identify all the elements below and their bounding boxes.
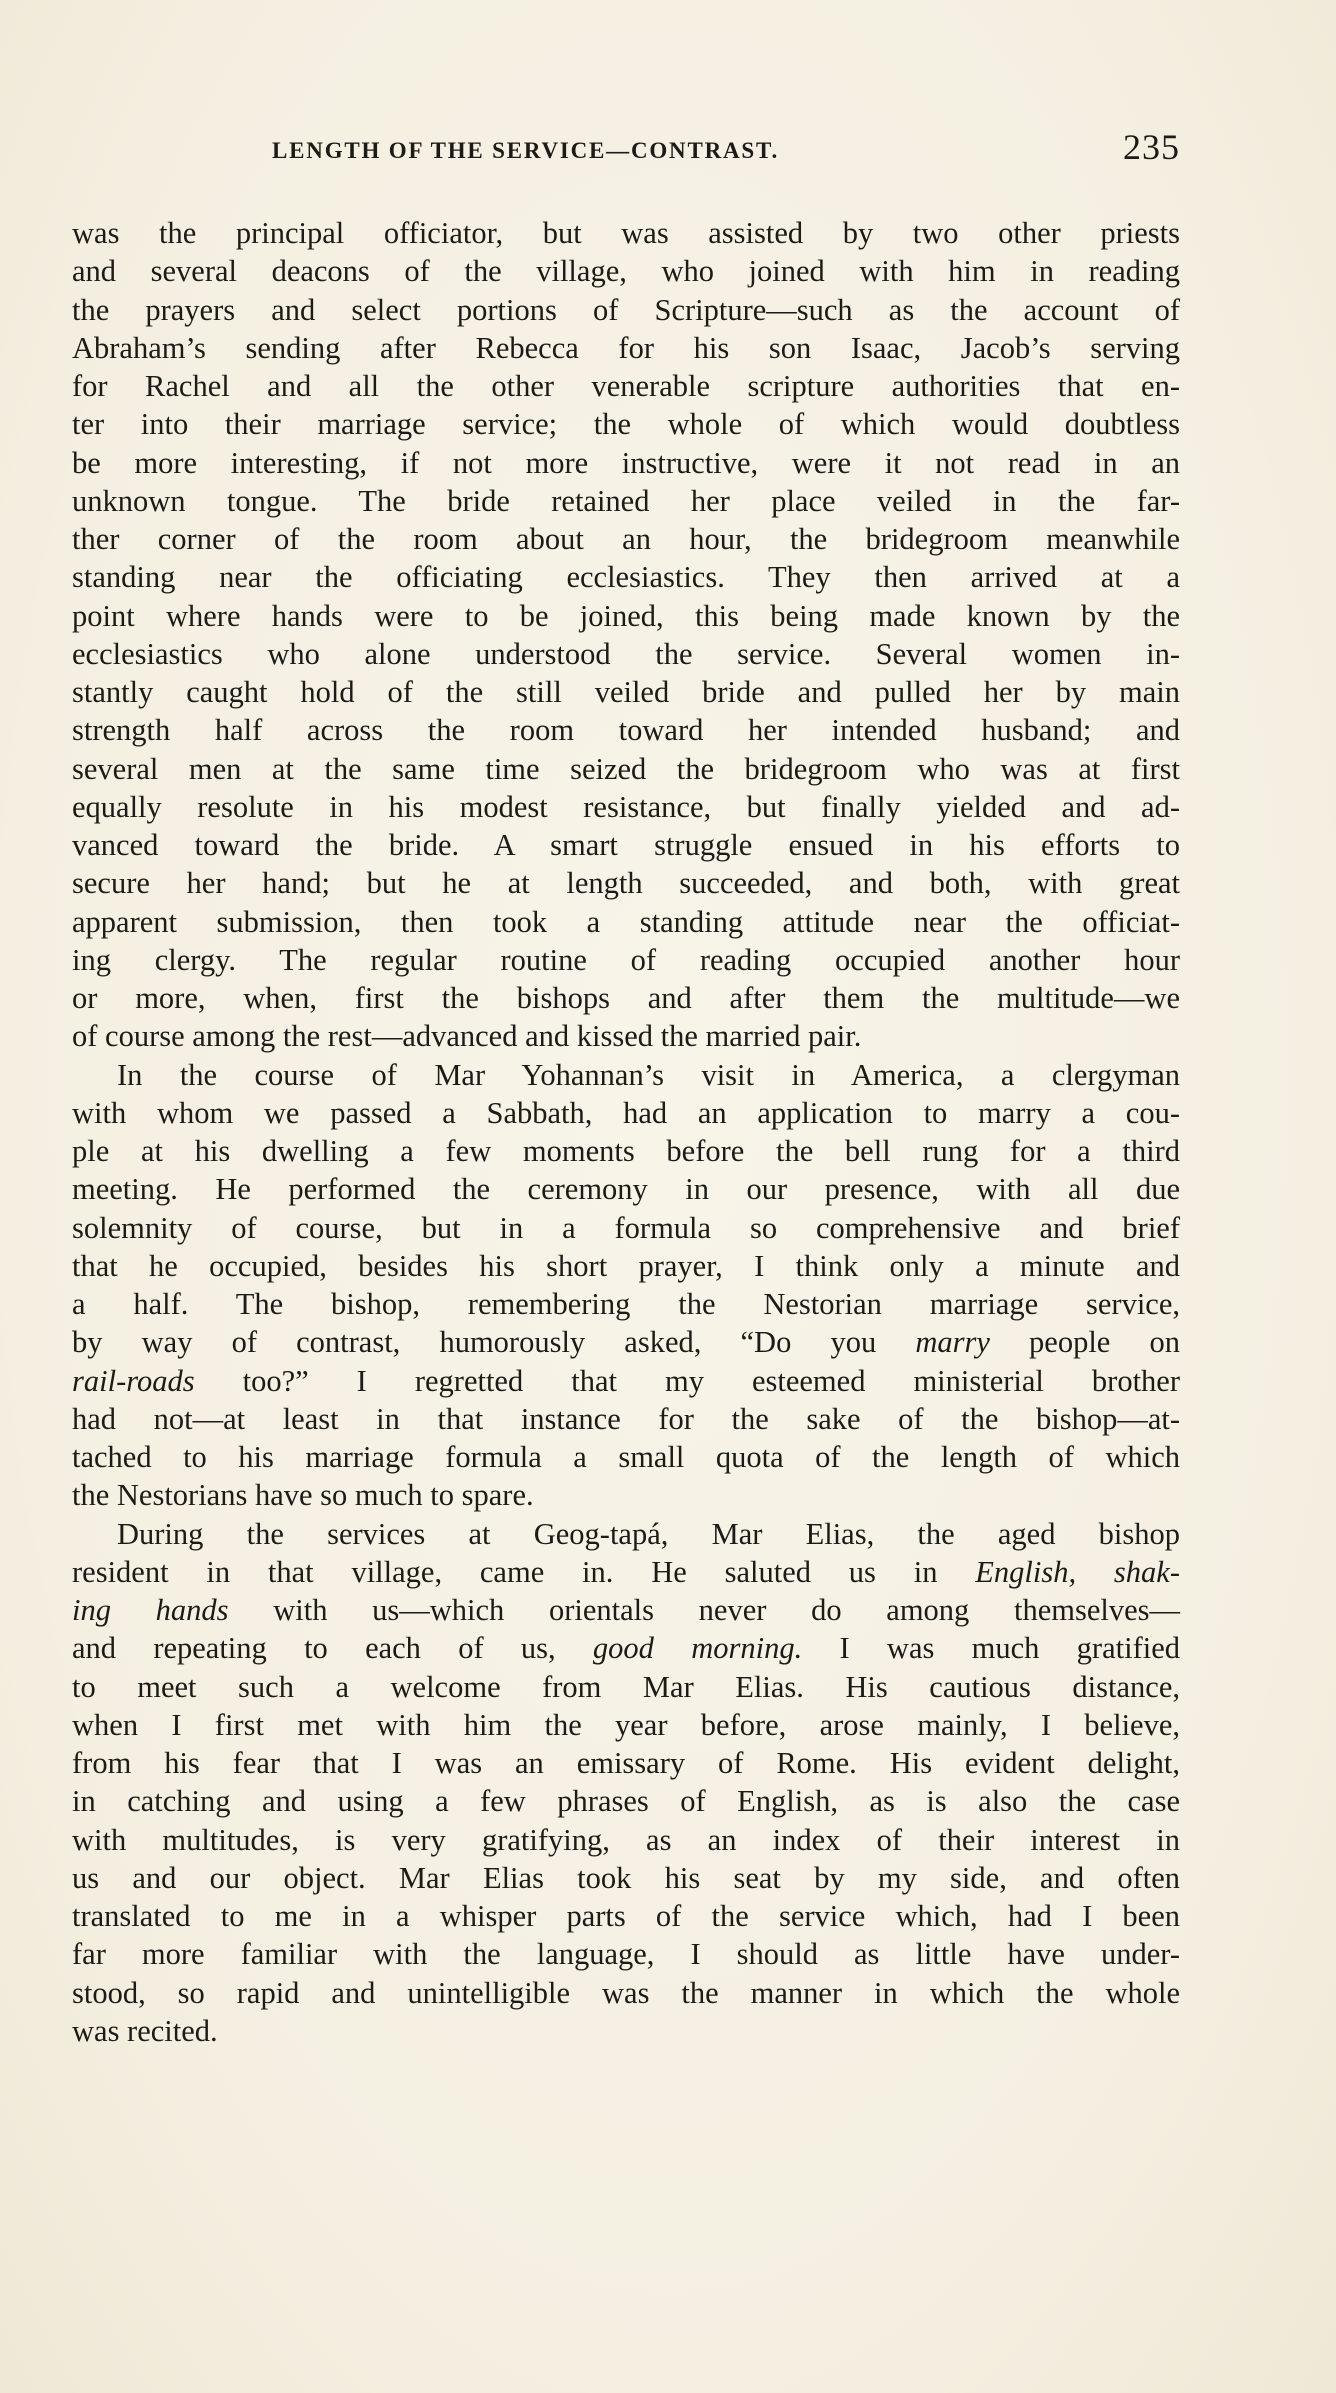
text-line: stantly caught hold of the still veiled bride and pulled her by main: [72, 675, 1180, 709]
text-line: [72, 1629, 1180, 1667]
italic-word: English, shak-: [975, 1554, 1180, 1589]
text-line: us and our object. Mar Elias took his seat by my side, and often: [72, 1860, 1180, 1895]
text-run: by way of contrast, humorously asked, “Do you: [72, 1325, 877, 1360]
text-line: was the principal officiator, but was assisted by two other priests: [72, 216, 1180, 250]
text-line: of course among the rest—advanced and kissed the married pair.: [72, 1019, 862, 1054]
text-line: During the services at Geog-tapá, Mar Elias, the aged bishop: [117, 1516, 1180, 1551]
text-line: the prayers and select portions of Scripture—such as the account of: [72, 292, 1180, 327]
text-run: people on: [1029, 1325, 1180, 1360]
italic-word: good morning.: [592, 1631, 803, 1666]
text-line: ther corner of the room about an hour, the bridegroom meanwhile: [72, 522, 1180, 556]
italic-word: ing hands: [72, 1593, 229, 1627]
running-head: [72, 127, 1180, 172]
text-line: with whom we passed a Sabbath, had an application to marry a cou-: [72, 1095, 1180, 1130]
text-line: vanced toward the bride. A smart struggle ensued in his efforts to: [72, 828, 1180, 862]
text-line: ing clergy. The regular routine of reading occupied another hour: [72, 942, 1180, 977]
text-run: I was much gratified: [839, 1631, 1180, 1666]
text-line: several men at the same time seized the bridegroom who was at first: [72, 751, 1180, 786]
text-line: and several deacons of the village, who joined with him in reading: [72, 254, 1180, 289]
text-line: ecclesiastics who alone understood the service. Several women in-: [72, 636, 1180, 671]
text-line: [72, 1591, 1180, 1629]
text-run: and repeating to each of us,: [72, 1631, 556, 1666]
text-line: ple at his dwelling a few moments before the bell rung for a third: [72, 1134, 1180, 1168]
text-line: had not—at least in that instance for the sake of the bishop—at-: [72, 1401, 1180, 1436]
text-line: ter into their marriage service; the whole of which would doubtless: [72, 407, 1180, 442]
text-line: standing near the officiating ecclesiastics. They then arrived at a: [72, 560, 1180, 595]
text-line: that he occupied, besides his short prayer, I think only a minute and: [72, 1248, 1180, 1283]
text-line: [72, 1323, 1180, 1361]
running-title: LENGTH OF THE SERVICE—CONTRAST.: [272, 138, 779, 163]
text-run: resident in that village, came in. He saluted us in: [72, 1554, 938, 1589]
text-line: with multitudes, is very gratifying, as an index of their interest in: [72, 1822, 1180, 1857]
text-line: the Nestorians have so much to spare.: [72, 1478, 534, 1513]
text-line: when I first met with him the year before, arose mainly, I believe,: [72, 1707, 1180, 1742]
text-line: unknown tongue. The bride retained her place veiled in the far-: [72, 483, 1180, 518]
body-text: [72, 214, 1180, 2050]
text-line: point where hands were to be joined, this being made known by the: [72, 598, 1180, 633]
text-line: be more interesting, if not more instructive, were it not read in an: [72, 445, 1180, 480]
italic-word: rail-roads: [72, 1363, 195, 1398]
text-line: in catching and using a few phrases of English, as is also the case: [72, 1784, 1180, 1819]
text-line: [72, 1362, 1180, 1400]
text-line: Abraham’s sending after Rebecca for his son Isaac, Jacob’s serving: [72, 330, 1180, 365]
text-line: [72, 1553, 1180, 1591]
text-line: for Rachel and all the other venerable scripture authorities that en-: [72, 369, 1180, 403]
text-line: In the course of Mar Yohannan’s visit in America, a clergyman: [117, 1057, 1180, 1092]
text-line: was recited.: [72, 2013, 218, 2048]
text-line: tached to his marriage formula a small quota of the length of which: [72, 1440, 1180, 1474]
text-line: apparent submission, then took a standing attitude near the officiat-: [72, 904, 1180, 939]
text-line: strength half across the room toward her intended husband; and: [72, 713, 1180, 748]
text-line: equally resolute in his modest resistance, but finally yielded and ad-: [72, 789, 1180, 824]
text-line: translated to me in a whisper parts of the service which, had I been: [72, 1899, 1180, 1933]
text-line: secure her hand; but he at length succeeded, and both, with great: [72, 866, 1180, 901]
text-run: with us—which orientals never do among themselves—: [273, 1593, 1181, 1627]
text-line: to meet such a welcome from Mar Elias. His cautious distance,: [72, 1669, 1180, 1704]
text-run: too?” I regretted that my esteemed ministerial brother: [242, 1363, 1180, 1398]
text-line: solemnity of course, but in a formula so comprehensive and brief: [72, 1210, 1180, 1245]
text-line: or more, when, first the bishops and after them the multitude—we: [72, 981, 1180, 1015]
italic-word: marry: [915, 1325, 990, 1360]
text-line: from his fear that I was an emissary of Rome. His evident delight,: [72, 1746, 1180, 1780]
text-line: a half. The bishop, remembering the Nestorian marriage service,: [72, 1287, 1180, 1321]
text-line: meeting. He performed the ceremony in our presence, with all due: [72, 1172, 1180, 1207]
page-number: 235: [1123, 127, 1180, 167]
text-line: far more familiar with the language, I should as little have under-: [72, 1937, 1180, 1972]
text-line: stood, so rapid and unintelligible was the manner in which the whole: [72, 1975, 1180, 2010]
